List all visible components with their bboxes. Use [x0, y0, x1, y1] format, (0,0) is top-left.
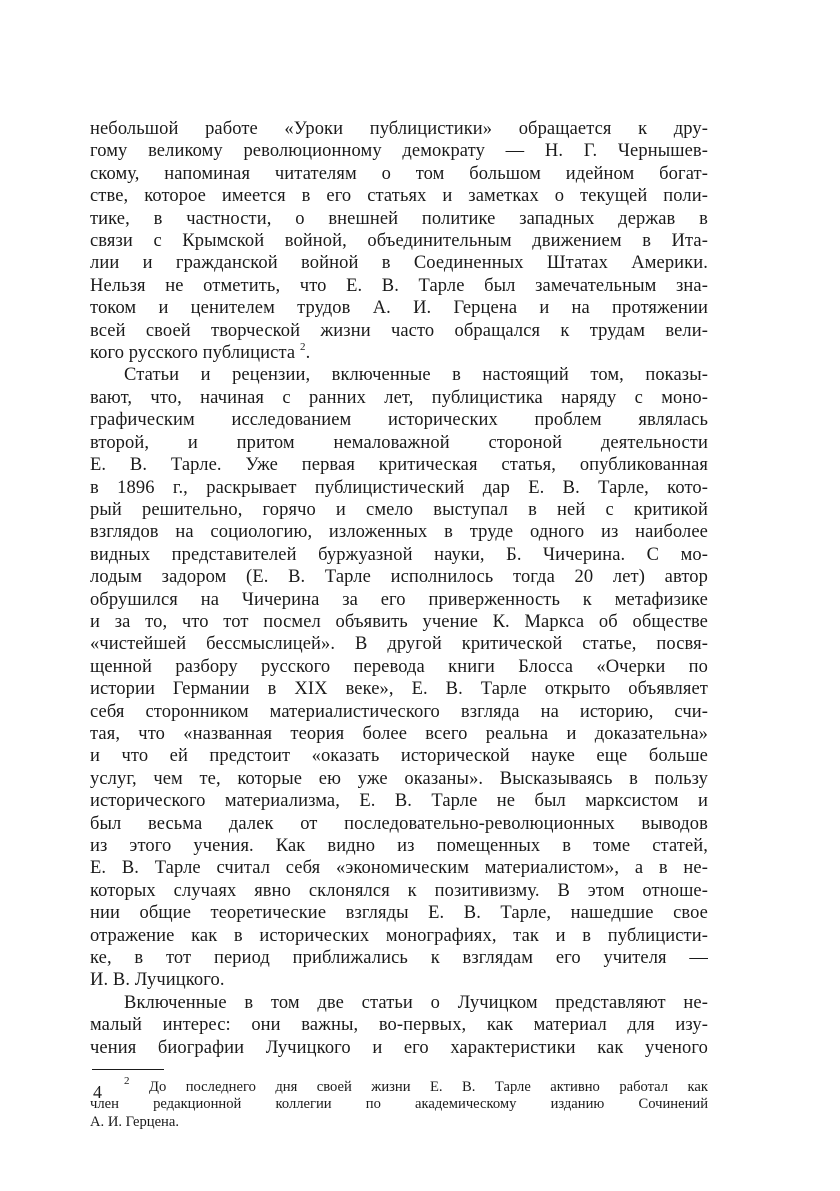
text-line: Е. В. Тарле считал себя «экономическим материалистом», а в не- [90, 858, 708, 879]
text-line: стве, которое имеется в его статьях и заметках о текущей поли- [90, 186, 708, 207]
text-line: второй, и притом немаловажной стороной деятельности [90, 432, 708, 453]
page-body [90, 118, 708, 1131]
text-line: вают, что, начиная с ранних лет, публицистика наряду с моно- [90, 387, 708, 408]
footnote-divider [92, 1069, 164, 1070]
footnote-reference[interactable]: 2 [299, 340, 306, 353]
text-line: связи с Крымской войной, объединительным движением в Ита- [90, 231, 708, 252]
footnote-line: А. И. Герцена. [90, 1113, 179, 1130]
footnote-mark: 2 [124, 1075, 130, 1088]
text-line: исторического материализма, Е. В. Тарле не был марксистом и [90, 791, 708, 812]
text-line: видных представителей буржуазной науки, Б. Чичерина. С мо- [90, 544, 708, 565]
text-line: из этого учения. Как видно из помещенных в томе статей, [90, 836, 708, 856]
text-line: которых случаях явно склонялся к позитивизму. В этом отноше- [90, 880, 708, 901]
text-line: Нельзя не отметить, что Е. В. Тарле был замечательным зна- [90, 275, 708, 296]
text-line: тая, что «названная теория более всего реальна и доказательна» [90, 723, 708, 744]
text-line: щенной разбору русского перевода книги Блосса «Очерки по [90, 656, 708, 677]
text-line: гому великому революционному демократу — Н. Г. Чернышев- [90, 141, 708, 162]
text-line: и за то, что тот посмел объявить учение К. Маркса об обществе [90, 611, 708, 632]
text-line: взглядов на социологию, изложенных в труде одного из наиболее [90, 522, 708, 543]
text-line: И. В. Лучицкого. [90, 970, 225, 991]
text-line: графическим исследованием исторических проблем являлась [90, 410, 708, 431]
text-line: скому, напоминая читателям о том большом идейном богат- [90, 163, 708, 184]
text-line: в 1896 г., раскрывает публицистический дар Е. В. Тарле, кото- [90, 477, 708, 498]
page-number: 4 [93, 1082, 102, 1102]
text-line: Е. В. Тарле. Уже первая критическая статья, опубликованная [90, 455, 708, 476]
text-line: «чистейшей бессмыслицей». В другой критической статье, посвя- [90, 634, 708, 655]
text-line: малый интерес: они важны, во-первых, как материал для изу- [90, 1015, 708, 1036]
footnote [90, 1075, 708, 1131]
text-line: кого русского публициста $^2$. [90, 340, 311, 364]
text-line: себя сторонником материалистического взгляда на историю, счи- [90, 701, 708, 722]
text-line: Включенные в том две статьи о Лучицком представляют не- [124, 992, 708, 1013]
text-line: током и ценителем трудов А. И. Герцена и на протяжении [90, 298, 708, 319]
footnote-line-content: До последнего дня своей жизни Е. В. Тарле активно работал как [148, 1079, 708, 1096]
text-line: лодым задором (Е. В. Тарле исполнилось тогда 20 лет) автор [90, 567, 708, 588]
main-text [90, 118, 708, 1059]
text-line-content: кого русского публициста [90, 343, 296, 364]
text-line: истории Германии в XIX веке», Е. В. Тарле открыто объявляет [90, 679, 708, 700]
text-line: и что ей предстоит «оказать исторической науке еще больше [90, 746, 708, 767]
text-line: Статьи и рецензии, включенные в настоящий том, показы- [124, 365, 708, 386]
text-line: ке, в тот период приближались к взглядам его учителя — [90, 948, 708, 969]
text-line: был весьма далек от последовательно-революционных выводов [90, 813, 708, 834]
paragraph-3 [90, 992, 708, 1059]
text-line: обрушился на Чичерина за его приверженность к метафизике [90, 589, 708, 610]
text-line: отражение как в исторических монографиях, так и в публицисти- [90, 925, 708, 946]
text-line: рый решительно, горячо и смело выступал в ней с критикой [90, 499, 708, 520]
text-line: всей своей творческой жизни часто обращался к трудам вели- [90, 320, 708, 341]
paragraph-2 [90, 364, 708, 991]
text-line: тике, в частности, о внешней политике западных держав в [90, 208, 708, 229]
text-line: чения биографии Лучицкого и его характеристики как ученого [90, 1037, 708, 1058]
paragraph-1 [90, 118, 708, 364]
text-line: небольшой работе «Уроки публицистики» обращается к дру- [90, 119, 708, 139]
text-line: услуг, чем те, которые ею уже оказаны». Высказываясь в пользу [90, 768, 708, 789]
footnote-line [90, 1075, 708, 1096]
text-line: лии и гражданской войной в Соединенных Штатах Америки. [90, 253, 708, 274]
text-line: нии общие теоретические взгляды Е. В. Тарле, нашедшие свое [90, 903, 708, 924]
footnote-line: член редакционной коллегии по академическому изданию Сочинений [90, 1096, 708, 1113]
